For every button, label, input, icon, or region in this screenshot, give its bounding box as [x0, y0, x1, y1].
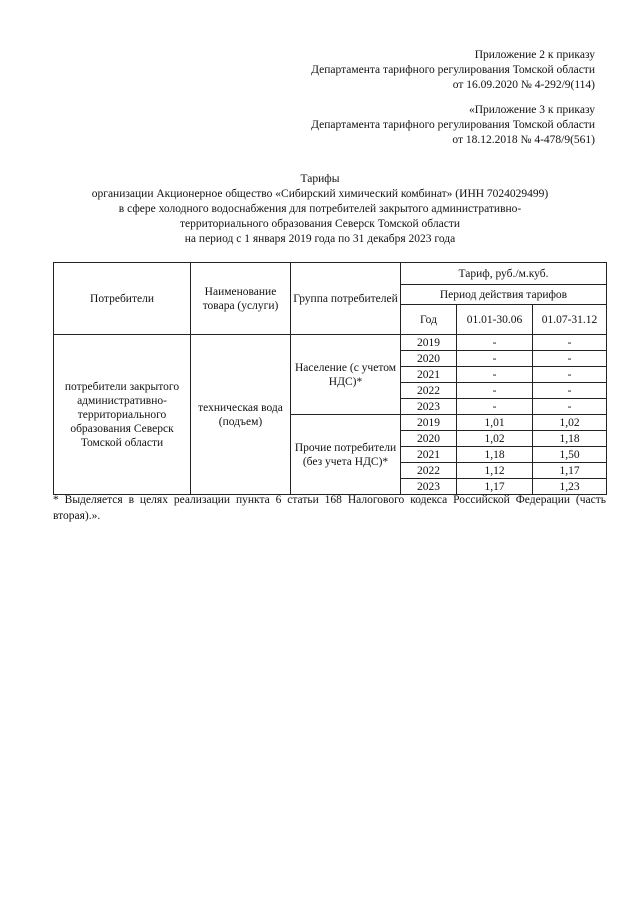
consumer-group-cell: Прочие потребители (без учета НДС)*: [291, 415, 401, 495]
title-line: на период с 1 января 2019 года по 31 декабря 2023 года: [184, 233, 456, 245]
appendix-header-current: [311, 48, 595, 93]
year-cell: 2022: [401, 463, 457, 479]
consumer-group-cell: Население (с учетом НДС)*: [291, 335, 401, 415]
tariff-value-cell: 1,12: [457, 463, 533, 479]
appendix-line: «Приложение 3 к приказу: [468, 104, 595, 116]
header-product: Наименование товара (услуги): [191, 263, 291, 335]
year-cell: 2023: [401, 479, 457, 495]
appendix-line: от 16.09.2020 № 4-292/9(114): [452, 79, 595, 91]
tariff-value-cell: -: [457, 399, 533, 415]
tariff-value-cell: 1,23: [533, 479, 607, 495]
title-line: Тарифы: [300, 173, 340, 185]
tariff-value-cell: 1,02: [533, 415, 607, 431]
year-cell: 2019: [401, 415, 457, 431]
tariff-value-cell: -: [457, 383, 533, 399]
tariff-value-cell: 1,50: [533, 447, 607, 463]
product-cell: техническая вода (подъем): [191, 335, 291, 495]
tariff-value-cell: 1,18: [533, 431, 607, 447]
tariff-value-cell: 1,01: [457, 415, 533, 431]
tariff-value-cell: 1,18: [457, 447, 533, 463]
title-line: территориального образования Северск Томской области: [180, 218, 460, 230]
title-line: в сфере холодного водоснабжения для потребителей закрытого административно-: [118, 203, 522, 215]
year-cell: 2021: [401, 447, 457, 463]
tariff-value-cell: -: [533, 399, 607, 415]
tariff-value-cell: -: [533, 383, 607, 399]
header-second-half: 01.07-31.12: [533, 305, 607, 335]
footnote: * Выделяется в целях реализации пункта 6 статьи 168 Налогового кодекса Российской Федерации (часть вторая).».: [53, 494, 606, 522]
year-cell: 2019: [401, 335, 457, 351]
tariff-value-cell: 1,17: [533, 463, 607, 479]
year-cell: 2023: [401, 399, 457, 415]
tariff-value-cell: -: [533, 367, 607, 383]
document-title: [0, 172, 640, 247]
tariff-value-cell: 1,02: [457, 431, 533, 447]
tariff-value-cell: 1,17: [457, 479, 533, 495]
tariff-table: [53, 262, 607, 495]
year-cell: 2020: [401, 431, 457, 447]
header-tariff: Тариф, руб./м.куб.: [401, 263, 607, 285]
title-line: организации Акционерное общество «Сибирский химический комбинат» (ИНН 7024029499): [91, 188, 549, 200]
year-cell: 2021: [401, 367, 457, 383]
tariff-value-cell: -: [457, 335, 533, 351]
header-consumers: Потребители: [54, 263, 191, 335]
tariff-value-cell: -: [457, 351, 533, 367]
header-row: [54, 263, 607, 285]
tariff-value-cell: -: [533, 351, 607, 367]
header-period: Период действия тарифов: [401, 285, 607, 305]
appendix-line: от 18.12.2018 № 4-478/9(561): [452, 134, 595, 146]
year-cell: 2022: [401, 383, 457, 399]
year-cell: 2020: [401, 351, 457, 367]
consumer-cell: потребители закрытого административно-территориального образования Северск Томской области: [54, 335, 191, 495]
table-row: [54, 335, 607, 351]
appendix-line: Департамента тарифного регулирования Томской области: [311, 64, 595, 76]
appendix-line: Приложение 2 к приказу: [474, 49, 595, 61]
header-year: Год: [401, 305, 457, 335]
tariff-value-cell: -: [533, 335, 607, 351]
appendix-line: Департамента тарифного регулирования Томской области: [311, 119, 595, 131]
header-first-half: 01.01-30.06: [457, 305, 533, 335]
tariff-value-cell: -: [457, 367, 533, 383]
header-group: Группа потребителей: [291, 263, 401, 335]
appendix-header-previous: [311, 103, 595, 148]
